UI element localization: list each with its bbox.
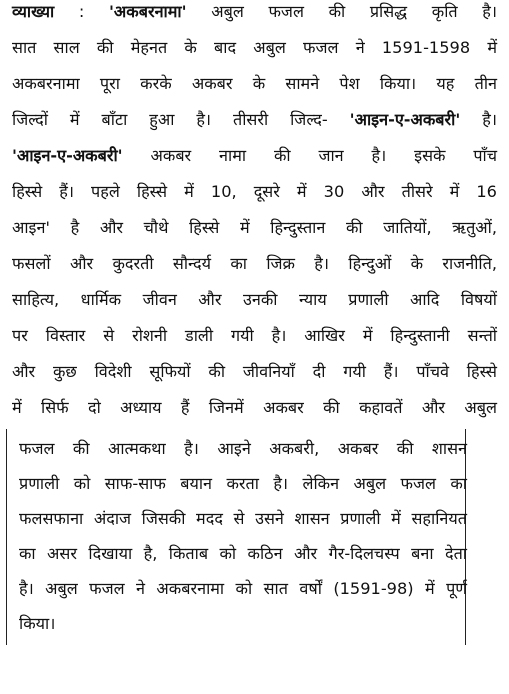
text-line-1: [12, 2, 497, 22]
text-segment: है। अबुल फजल ने अकबरनामा को सात वर्षों (1591-98) में पूर्ण: [19, 579, 467, 598]
text-segment: प्रणाली को साफ-साफ बयान करता है। लेकिन अबुल फजल का: [19, 474, 467, 493]
text-line-7: [12, 218, 497, 238]
text-segment: का असर दिखाया है, किताब को कठिन और गैर-दिलचस्प बना देता: [19, 544, 467, 563]
text-segment: साहित्य, धार्मिक जीवन और उनकी न्याय प्रणाली आदि विषयों: [12, 290, 497, 309]
text-line-6: [12, 182, 497, 202]
text-line-10: [12, 326, 497, 346]
heading-separator: :: [78, 2, 85, 21]
text-line-2: [12, 38, 497, 58]
text-segment: फलसफाना अंदाज जिसकी मदद से उसने शासन प्रणाली में सहानियत: [19, 509, 467, 528]
text-segment: आइन' है और चौथे हिस्से में हिन्दुस्तान की जातियों, ऋतुओं,: [12, 218, 497, 237]
bold-term: 'आइन-ए-अकबरी': [12, 146, 123, 165]
text-line-4: [12, 110, 497, 130]
box-text-line-2: [19, 474, 467, 494]
text-segment: हिस्से हैं। पहले हिस्से में 10, दूसरे में 30 और तीसरे में 16: [12, 182, 497, 201]
text-segment: अकबर नामा की जान है। इसके पाँच: [122, 146, 497, 165]
box-text-line-6: [19, 614, 467, 634]
continuation-box: [6, 429, 466, 645]
text-line-11: [12, 362, 497, 382]
text-segment: में सिर्फ दो अध्याय हैं जिनमें अकबर की कहावतें और अबुल: [12, 398, 497, 417]
heading-label: व्याख्या: [12, 2, 55, 21]
box-text-line-3: [19, 509, 467, 529]
text-segment: और कुछ विदेशी सूफियों की जीवनियाँ दी गयी हैं। पाँचवे हिस्से: [12, 362, 497, 381]
text-segment: किया।: [19, 614, 56, 633]
box-text-line-4: [19, 544, 467, 564]
box-text-line-1: [19, 439, 467, 459]
text-segment: सात साल की मेहनत के बाद अबुल फजल ने 1591-1598 में: [12, 38, 497, 57]
text-segment: फसलों और कुदरती सौन्दर्य का जिक्र है। हिन्दुओं के राजनीति,: [12, 254, 497, 273]
text-line-9: [12, 290, 497, 310]
bold-term: 'अकबरनामा': [108, 2, 187, 21]
text-segment: फजल की आत्मकथा है। आइने अकबरी, अकबर की शासन: [19, 439, 467, 458]
text-segment: अकबरनामा पूरा करके अकबर के सामने पेश किया। यह तीन: [12, 74, 497, 93]
box-text-line-5: [19, 579, 467, 599]
text-segment: जिल्दों में बाँटा हुआ है। तीसरी जिल्द-: [12, 110, 350, 129]
text-line-8: [12, 254, 497, 274]
text-line-5: [12, 146, 497, 166]
text-line-12: [12, 398, 497, 418]
text-segment: पर विस्तार से रोशनी डाली गयी है। आखिर में हिन्दुस्तानी सन्तों: [12, 326, 497, 345]
text-line-3: [12, 74, 497, 94]
bold-term: 'आइन-ए-अकबरी': [349, 110, 461, 129]
text-segment: है।: [460, 110, 497, 129]
text-segment: अबुल फजल की प्रसिद्ध कृति है।: [186, 2, 497, 21]
